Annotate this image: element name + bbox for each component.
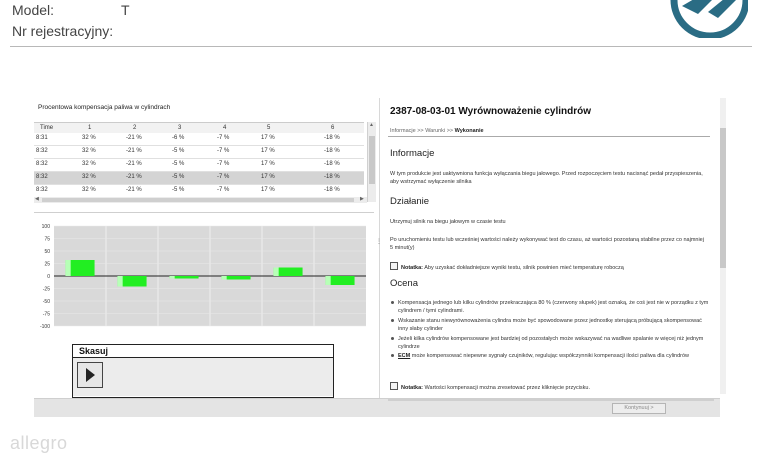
diagnostic-app-window [34, 98, 720, 398]
cell-value: -18 % [324, 174, 340, 180]
ocena-bullet: Wskazanie stanu niewyrównoważenia cylindra może być spowodowane przez jednostkę sterującą próbującą skompensować inny słaby cylinder [398, 317, 710, 333]
y-tick-label: -100 [39, 324, 50, 330]
scroll-left-icon[interactable]: ◀ [35, 196, 39, 202]
cell-time: 8:32 [36, 148, 48, 154]
instructions-scroll-thumb[interactable] [720, 128, 726, 268]
col-header: 2 [133, 125, 137, 131]
breadcrumb-separator: >> [446, 128, 454, 134]
model-label: Model: [12, 2, 55, 18]
cell-value: -7 % [217, 148, 230, 154]
y-tick-label: -50 [42, 299, 50, 305]
ecm-bullet-text: może kompensować niepewne sygnały czujników, regulując współczynniki kompensacji ilości paliwa dla cylindrów [410, 353, 690, 359]
note-text: Wartości kompensacji można zresetować przez kliknięcie przycisku. [424, 385, 591, 391]
skasuj-label: Skasuj [79, 346, 109, 356]
cell-value: -7 % [217, 174, 230, 180]
bar-highlight [169, 276, 174, 279]
table-header [34, 123, 364, 133]
y-tick-label: 100 [41, 224, 50, 230]
scroll-up-icon[interactable]: ▲ [369, 122, 374, 128]
cell-value: -7 % [217, 187, 230, 193]
compensation-table [34, 122, 364, 205]
splitter[interactable] [379, 98, 380, 398]
continue-button[interactable]: Kontynuuj > [612, 403, 666, 414]
instructions-panel [388, 98, 720, 398]
dzialanie-note [390, 262, 624, 271]
col-header: 6 [331, 125, 335, 131]
y-tick-label: 50 [44, 249, 50, 255]
cell-time: 8:31 [36, 135, 48, 141]
ocena-bullet-ecm [398, 352, 710, 360]
col-header: 4 [223, 125, 227, 131]
skasuj-header [73, 345, 333, 358]
procedure-title: 2387-08-03-01 Wyrównoważenie cylindrów [390, 106, 592, 117]
skasuj-body [73, 358, 333, 396]
note-icon [390, 382, 398, 390]
panel-separator [34, 212, 374, 213]
cell-value: -7 % [217, 161, 230, 167]
bar-highlight [117, 276, 122, 287]
breadcrumb-separator: >> [417, 128, 424, 134]
y-tick-label: -25 [42, 286, 50, 293]
y-tick-label: -75 [42, 311, 50, 318]
cell-value: -5 % [172, 161, 185, 167]
cell-time: 8:32 [36, 187, 48, 193]
vertical-scroll-thumb[interactable] [369, 136, 375, 184]
dzialanie-text-2: Po uruchomieniu testu lub wcześniej wartości należy wykonywać test do czasu, aż wartości pozostaną stabilne przez co najmniej 5 minut(y) [390, 237, 704, 251]
bar-highlight [273, 268, 278, 277]
play-icon [86, 368, 95, 382]
reset-play-button[interactable] [77, 362, 103, 388]
skasuj-panel [72, 344, 334, 398]
splitter-handle-icon[interactable]: ⋮ [376, 239, 382, 245]
cell-value: -5 % [172, 174, 185, 180]
table-row[interactable] [34, 159, 364, 172]
compensation-bar-chart [34, 222, 374, 330]
breadcrumb [390, 128, 484, 134]
col-header: 1 [88, 125, 92, 131]
breadcrumb-wykonanie: Wykonanie [454, 128, 484, 134]
cell-time: 8:32 [36, 174, 48, 180]
cell-value: -18 % [324, 135, 340, 141]
bar-highlight [65, 260, 70, 276]
cell-value: -18 % [324, 161, 340, 167]
cell-value: 17 % [261, 148, 275, 154]
note-icon [390, 262, 398, 270]
brand-logo-icon [668, 0, 748, 38]
ecm-link[interactable]: ECM [398, 353, 411, 359]
note-label: Notatka: [401, 385, 424, 391]
table-row[interactable] [34, 146, 364, 159]
ocena-bullet: Kompensacja jednego lub kilku cylindrów przekraczająca 80 % (czerwony słupek) jest oznaką, że coś jest nie w porządku z tym cylindrem / tymi cylindrami. [398, 300, 709, 314]
cell-value: -21 % [126, 161, 142, 167]
cell-value: -5 % [172, 187, 185, 193]
table-row-selected[interactable] [34, 172, 364, 185]
table-horizontal-scrollbar[interactable] [34, 197, 367, 203]
informacje-text: W tym produkcie jest uaktywniona funkcja wyłączania biegu jałowego. Przed rozpoczęciem testu nacisnąć pedał przyspieszenia, aby wstrzymać wyłączenie silnika [390, 171, 703, 185]
cell-value: 32 % [82, 174, 96, 180]
cell-value: 17 % [261, 174, 275, 180]
header-divider [10, 46, 752, 47]
section-heading-informacje: Informacje [390, 148, 435, 159]
col-header: Time [40, 125, 54, 131]
cell-time: 8:32 [36, 161, 48, 167]
panel-title: Procentowa kompensacja paliwa w cylindrach [38, 104, 171, 111]
cell-value: -5 % [172, 148, 185, 154]
bar-highlight [325, 276, 330, 285]
y-tick-label: 75 [44, 236, 50, 243]
cell-value: 17 % [261, 187, 275, 193]
cell-value: -7 % [217, 135, 230, 141]
y-tick-label: 0 [47, 274, 50, 280]
cell-value: 32 % [82, 187, 96, 193]
table-row[interactable] [34, 133, 364, 146]
registration-label: Nr rejestracyjny: [12, 23, 114, 39]
col-header: 5 [267, 125, 271, 131]
cell-value: 17 % [261, 161, 275, 167]
cell-value: 32 % [82, 148, 96, 154]
note-label: Notatka: [401, 265, 424, 271]
breadcrumb-warunki[interactable]: Warunki [425, 128, 446, 134]
note-text: Aby uzyskać dokładniejsze wyniki testu, silnik powinien mieć temperaturę roboczą [424, 265, 624, 271]
ocena-bullet: Jeżeli kilka cylindrów kompensowane jest bardziej od pozostałych może wskazywać na wadliwe spalanie w więcej niż jednym cylindrze [398, 335, 710, 351]
y-tick-label: 25 [44, 261, 50, 268]
scroll-right-icon[interactable]: ▶ [360, 196, 364, 202]
cell-value: -21 % [126, 135, 142, 141]
ocena-note [390, 382, 590, 391]
cell-value: 17 % [261, 135, 275, 141]
table-vertical-scrollbar[interactable] [367, 122, 376, 202]
bar-highlight [221, 276, 226, 280]
cell-value: -21 % [126, 187, 142, 193]
instructions-vertical-scrollbar[interactable] [720, 98, 726, 394]
footer-inner-rule [388, 399, 714, 401]
section-heading-dzialanie: Działanie [390, 196, 430, 207]
cell-value: -21 % [126, 174, 142, 180]
horizontal-scroll-thumb[interactable] [42, 198, 354, 202]
cell-value: 32 % [82, 135, 96, 141]
footer-bar [34, 398, 720, 417]
cell-value: 32 % [82, 161, 96, 167]
watermark-text: allegro [10, 433, 68, 453]
col-header: 3 [178, 125, 182, 131]
dzialanie-text-1: Utrzymuj silnik na biegu jałowym w czasie testu [390, 219, 506, 225]
cell-value: -21 % [126, 148, 142, 154]
cell-value: -6 % [172, 135, 185, 141]
model-value: T [121, 2, 130, 18]
cell-value: -18 % [324, 187, 340, 193]
breadcrumb-informacje[interactable]: Informacje [390, 128, 416, 134]
section-heading-ocena: Ocena [390, 278, 418, 289]
cell-value: -18 % [324, 148, 340, 154]
breadcrumb-divider [388, 136, 710, 137]
